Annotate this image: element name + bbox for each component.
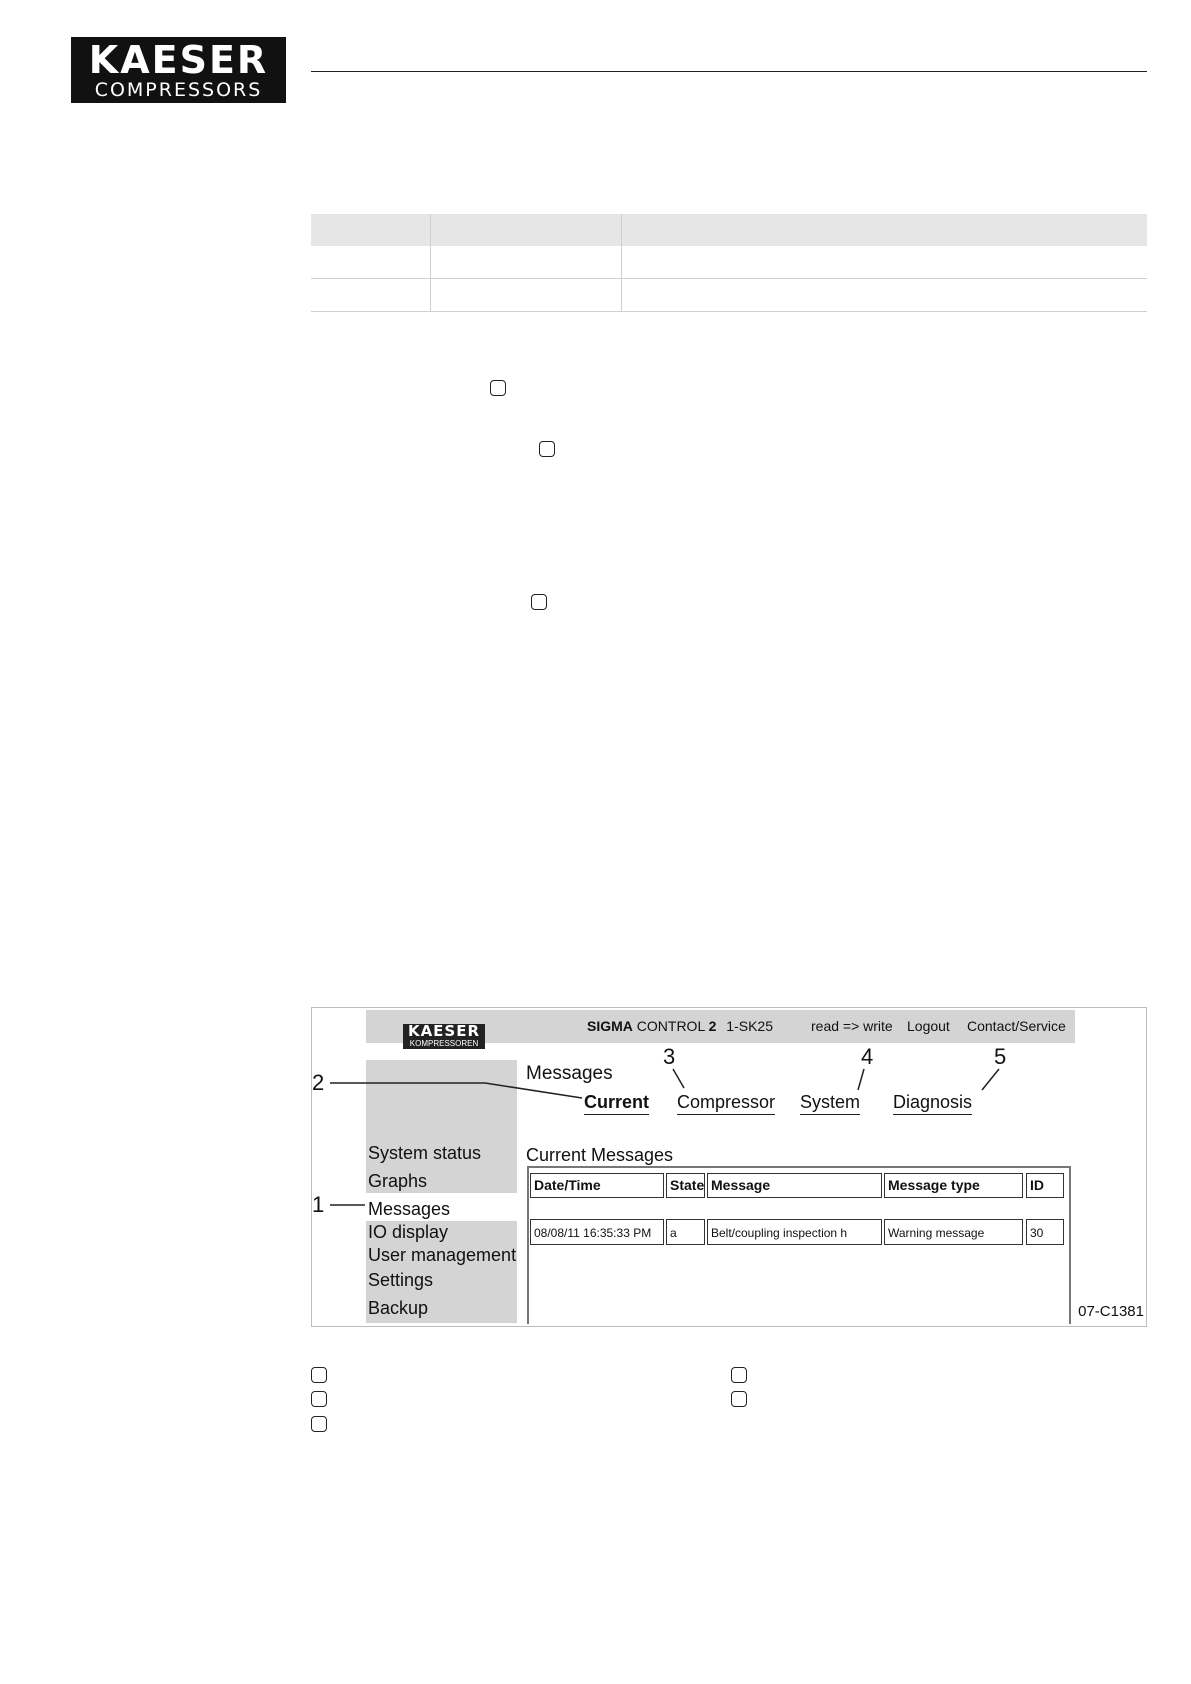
sidebar-item-graphs[interactable]: Graphs xyxy=(368,1171,428,1191)
callout-1: 1 xyxy=(312,1192,325,1217)
top-table-cell xyxy=(311,279,431,312)
top-table-cell xyxy=(311,214,431,246)
callout-line-2-diagonal xyxy=(485,1083,582,1098)
cell-state: a xyxy=(666,1219,705,1245)
step-marker-icon xyxy=(490,380,506,396)
top-table-cell xyxy=(431,246,622,279)
legend-marker-icon xyxy=(311,1416,327,1432)
tab-compressor[interactable]: Compressor xyxy=(677,1092,775,1115)
callout-3: 3 xyxy=(663,1044,676,1069)
tab-current[interactable]: Current xyxy=(584,1092,649,1115)
mode-link[interactable]: read => write xyxy=(811,1018,893,1034)
column-header-id: ID xyxy=(1026,1173,1064,1198)
page-title: Messages xyxy=(526,1063,613,1084)
sidebar-item-io-display[interactable]: IO display xyxy=(368,1222,449,1242)
column-header-datetime: Date/Time xyxy=(530,1173,664,1198)
web-interface-figure xyxy=(311,1007,1147,1327)
top-table-cell xyxy=(622,279,1148,312)
logout-link[interactable]: Logout xyxy=(907,1018,950,1034)
top-table xyxy=(311,214,1147,312)
legend-marker-icon xyxy=(311,1391,327,1407)
column-header-state: State xyxy=(666,1173,705,1198)
logo-brand: KAESER xyxy=(88,38,269,82)
logo-subtitle: COMPRESSORS xyxy=(94,79,263,101)
callout-2: 2 xyxy=(312,1070,325,1095)
column-header-message: Message xyxy=(707,1173,882,1198)
sidebar-item-messages[interactable]: Messages xyxy=(368,1199,451,1219)
sidebar-item-backup[interactable]: Backup xyxy=(368,1298,429,1318)
sidebar-item-system-status[interactable]: System status xyxy=(368,1143,482,1163)
top-table-header-row xyxy=(311,214,1147,246)
legend-marker-icon xyxy=(731,1391,747,1407)
callout-line-5 xyxy=(982,1069,999,1090)
step-marker-icon xyxy=(531,594,547,610)
legend-marker-icon xyxy=(731,1367,747,1383)
callout-line-3 xyxy=(673,1069,684,1088)
product-label: CONTROL xyxy=(636,1018,705,1034)
callout-4: 4 xyxy=(861,1044,874,1069)
header-rule xyxy=(311,71,1147,72)
kaeser-logo xyxy=(71,37,286,103)
contact-service-link[interactable]: Contact/Service xyxy=(967,1018,1066,1034)
figure-id: 07-C1381 xyxy=(1078,1303,1144,1320)
top-table-row xyxy=(311,279,1147,312)
sidebar-item-settings[interactable]: Settings xyxy=(368,1270,434,1290)
cell-datetime: 08/08/11 16:35:33 PM xyxy=(530,1219,664,1245)
fig-logo-subtitle: KOMPRESSOREN xyxy=(409,1039,479,1048)
cell-message: Belt/coupling inspection h xyxy=(707,1219,882,1245)
sidebar-item-user-management[interactable]: User management xyxy=(368,1245,517,1265)
unit-name: 1-SK25 xyxy=(726,1018,773,1034)
cell-message-type: Warning message xyxy=(884,1219,1023,1245)
cell-id: 30 xyxy=(1026,1219,1064,1245)
step-marker-icon xyxy=(539,441,555,457)
top-table-cell xyxy=(622,214,1148,246)
callout-line-4 xyxy=(858,1069,864,1090)
product-brand: SIGMA xyxy=(587,1018,633,1034)
callout-lines xyxy=(312,1008,1148,1328)
legend-marker-icon xyxy=(311,1367,327,1383)
table-frame-left xyxy=(527,1166,529,1324)
callout-5: 5 xyxy=(994,1044,1007,1069)
top-table-cell xyxy=(431,279,622,312)
table-frame-top xyxy=(527,1166,1071,1168)
top-table-cell xyxy=(431,214,622,246)
table-frame-right xyxy=(1069,1166,1071,1324)
top-table-cell xyxy=(622,246,1148,279)
top-table-row xyxy=(311,246,1147,279)
product-number: 2 xyxy=(708,1018,717,1034)
top-table-cell xyxy=(311,246,431,279)
column-header-message-type: Message type xyxy=(884,1173,1023,1198)
tab-diagnosis[interactable]: Diagnosis xyxy=(893,1092,972,1115)
section-title: Current Messages xyxy=(526,1145,674,1165)
tab-system[interactable]: System xyxy=(800,1092,860,1115)
fig-logo-brand: KAESER xyxy=(407,1022,481,1040)
